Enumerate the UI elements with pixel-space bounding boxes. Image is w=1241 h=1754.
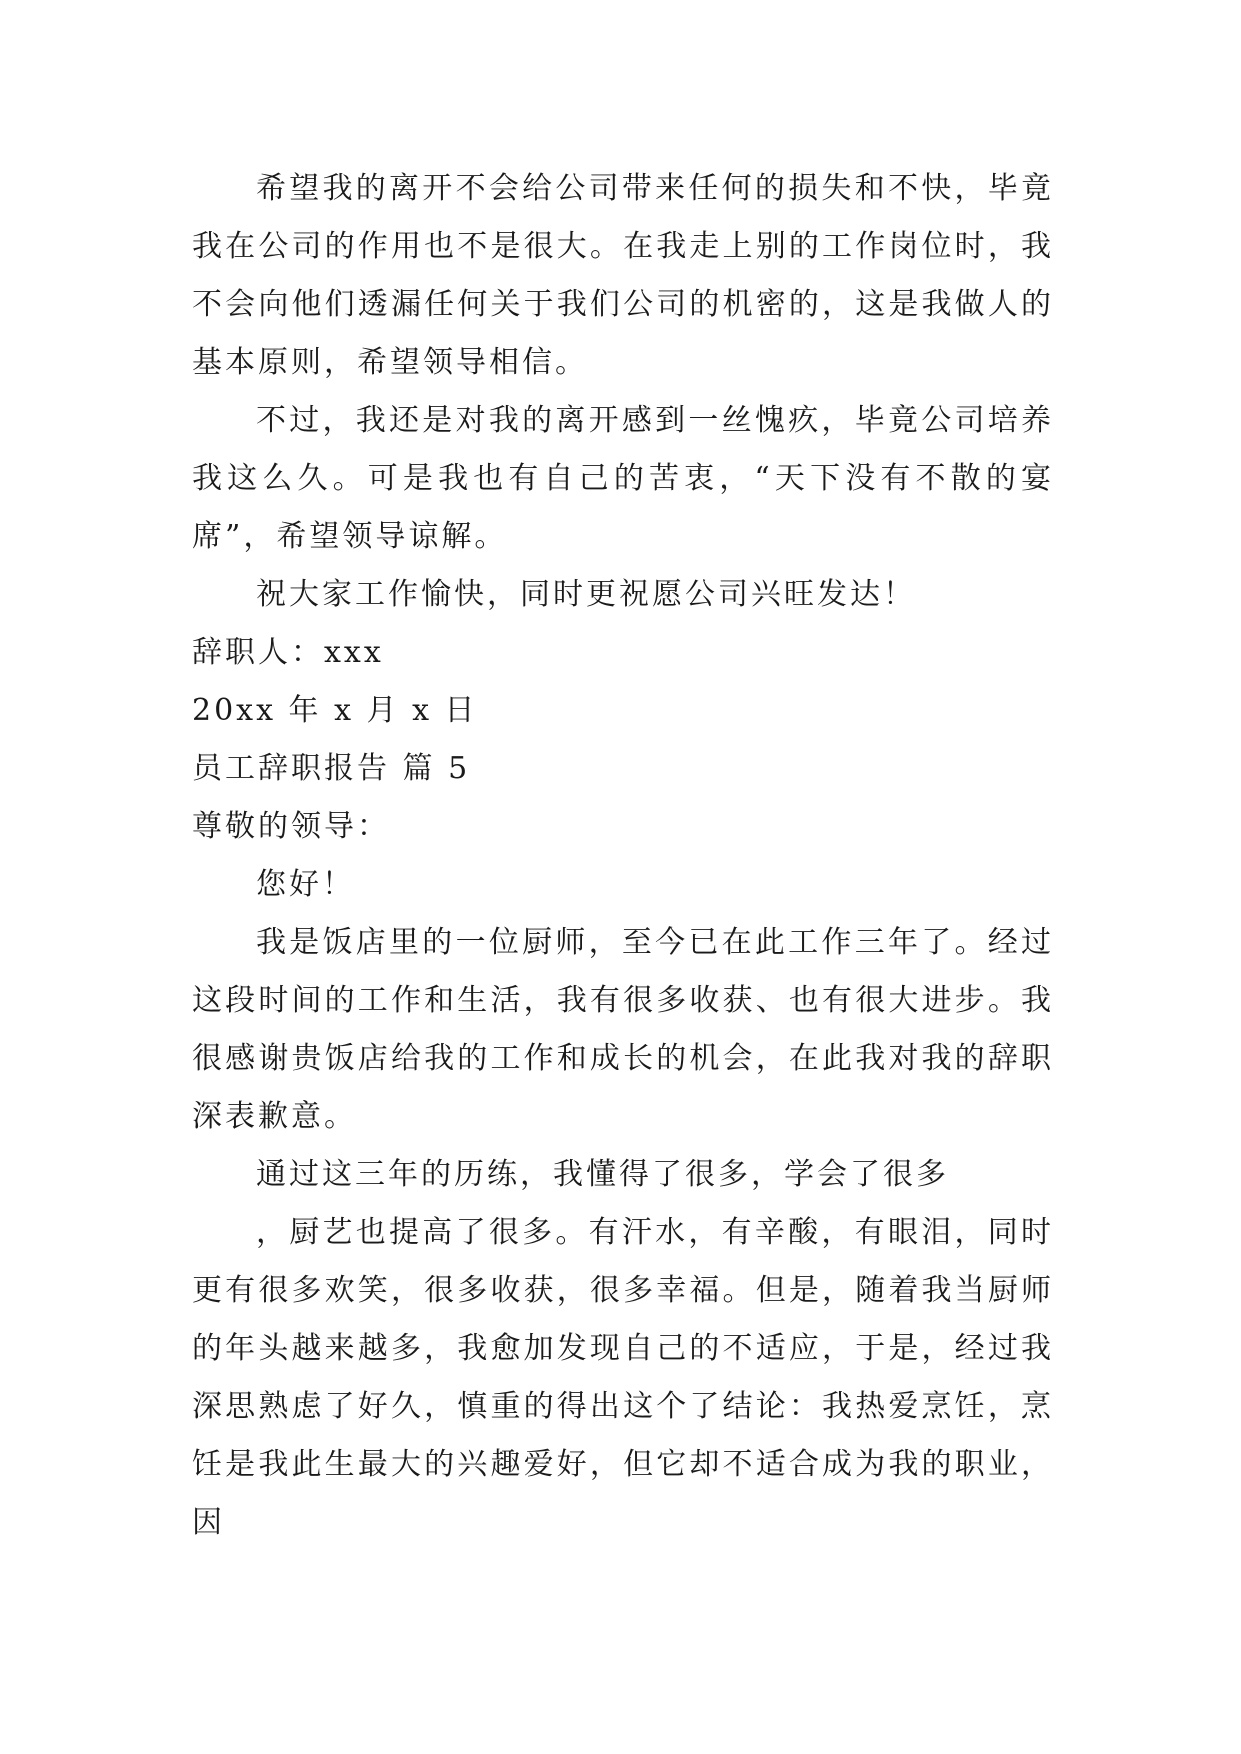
text-line: 不过，我还是对我的离开感到一丝愧疚，毕竟公司培养 — [256, 403, 1054, 438]
text-line: 希望我的离开不会给公司带来任何的损失和不快，毕竟 — [256, 171, 1054, 206]
text-line: 席”，希望领导谅解。 — [192, 519, 508, 554]
text-line: 很感谢贵饭店给我的工作和成长的机会，在此我对我的辞职 — [192, 1041, 1054, 1076]
text-line: 不会向他们透漏任何关于我们公司的机密的，这是我做人的 — [192, 287, 1054, 322]
text-line: 我在公司的作用也不是很大。在我走上别的工作岗位时，我 — [192, 229, 1054, 264]
section-title: 员工辞职报告 篇 5 — [192, 751, 471, 786]
text-line: 我这么久。可是我也有自己的苦衷，“天下没有不散的宴 — [192, 461, 1054, 496]
text-line: 饪是我此生最大的兴趣爱好，但它却不适合成为我的职业， — [192, 1447, 1054, 1482]
text-line: 我是饭店里的一位厨师，至今已在此工作三年了。经过 — [256, 925, 1054, 960]
text-line: 的年头越来越多，我愈加发现自己的不适应，于是，经过我 — [192, 1331, 1054, 1366]
document-body — [192, 160, 1054, 1552]
text-line: 因 — [192, 1505, 225, 1540]
salutation: 尊敬的领导： — [192, 809, 390, 844]
date-line: 20xx 年 x 月 x 日 — [192, 693, 478, 728]
signature-line: 辞职人：xxx — [192, 635, 384, 670]
text-line: 这段时间的工作和生活，我有很多收获、也有很大进步。我 — [192, 983, 1054, 1018]
text-line: ，厨艺也提高了很多。有汗水，有辛酸，有眼泪，同时 — [256, 1215, 1054, 1250]
text-line: 深表歉意。 — [192, 1099, 357, 1134]
text-line: 通过这三年的历练，我懂得了很多，学会了很多 — [256, 1157, 949, 1192]
text-line: 更有很多欢笑，很多收获，很多幸福。但是，随着我当厨师 — [192, 1273, 1054, 1308]
text-line: 深思熟虑了好久，慎重的得出这个了结论：我热爱烹饪，烹 — [192, 1389, 1054, 1424]
text-line: 祝大家工作愉快，同时更祝愿公司兴旺发达！ — [256, 577, 916, 612]
text-line: 基本原则，希望领导相信。 — [192, 345, 588, 380]
greeting: 您好！ — [256, 867, 355, 902]
